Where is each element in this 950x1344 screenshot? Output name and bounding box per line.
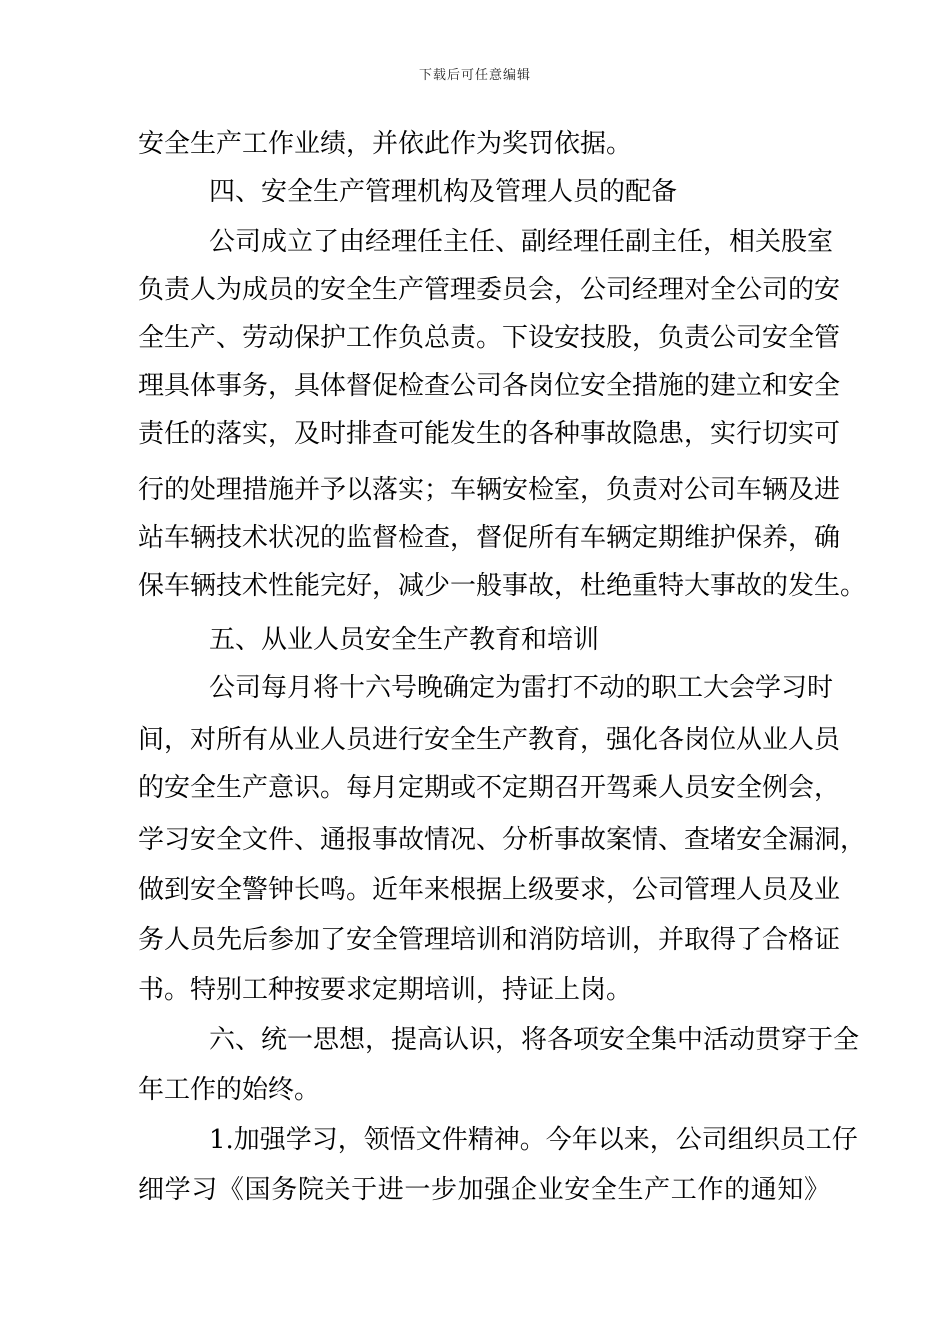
text-line: 间，对所有从业人员进行安全生产教育，强化各岗位从业人员 — [138, 725, 841, 755]
text-line: 年工作的始终。 — [138, 1075, 321, 1105]
text-line: 行的处理措施并予以落实；车辆安检室，负责对公司车辆及进 — [138, 475, 841, 505]
text-line: 务人员先后参加了安全管理培训和消防培训，并取得了合格证 — [138, 925, 841, 955]
text-line: 学习安全文件、通报事故情况、分析事故案情、查堵安全漏洞， — [138, 825, 867, 855]
text-line: 理具体事务，具体督促检查公司各岗位安全措施的建立和安全 — [138, 371, 841, 401]
page-header-note: 下载后可任意编辑 — [418, 68, 531, 83]
text-line: 的安全生产意识。每月定期或不定期召开驾乘人员安全例会， — [138, 773, 841, 803]
text-line: 保车辆技术性能完好，减少一般事故，杜绝重特大事故的发生。 — [138, 571, 867, 601]
text-line: 安全生产工作业绩，并依此作为奖罚依据。 — [138, 129, 633, 159]
text-line: 公司每月将十六号晚确定为雷打不动的职工大会学习时 — [209, 673, 834, 703]
text-line: 负责人为成员的安全生产管理委员会，公司经理对全公司的安 — [138, 275, 841, 305]
text-line: 做到安全警钟长鸣。近年来根据上级要求，公司管理人员及业 — [138, 875, 841, 905]
text-line: 细学习《国务院关于进一步加强企业安全生产工作的通知》 — [138, 1175, 830, 1205]
text-line: 责任的落实，及时排查可能发生的各种事故隐患，实行切实可 — [138, 419, 841, 449]
text-line: 全生产、劳动保护工作负总责。下设安技股，负责公司安全管 — [138, 323, 841, 353]
text-line: 书。特别工种按要求定期培训，持证上岗。 — [138, 975, 633, 1005]
list-item-1: 1.加强学习，领悟文件精神。今年以来，公司组织员工仔 — [209, 1125, 858, 1155]
section-heading-6: 六、统一思想，提高认识，将各项安全集中活动贯穿于全 — [209, 1025, 860, 1055]
text-line: 站车辆技术状况的监督检查，督促所有车辆定期维护保养，确 — [138, 523, 841, 553]
section-heading-4: 四、安全生产管理机构及管理人员的配备 — [209, 177, 678, 207]
section-heading-5: 五、从业人员安全生产教育和培训 — [209, 625, 600, 655]
text-line: 公司成立了由经理任主任、副经理任副主任，相关股室 — [209, 227, 834, 257]
